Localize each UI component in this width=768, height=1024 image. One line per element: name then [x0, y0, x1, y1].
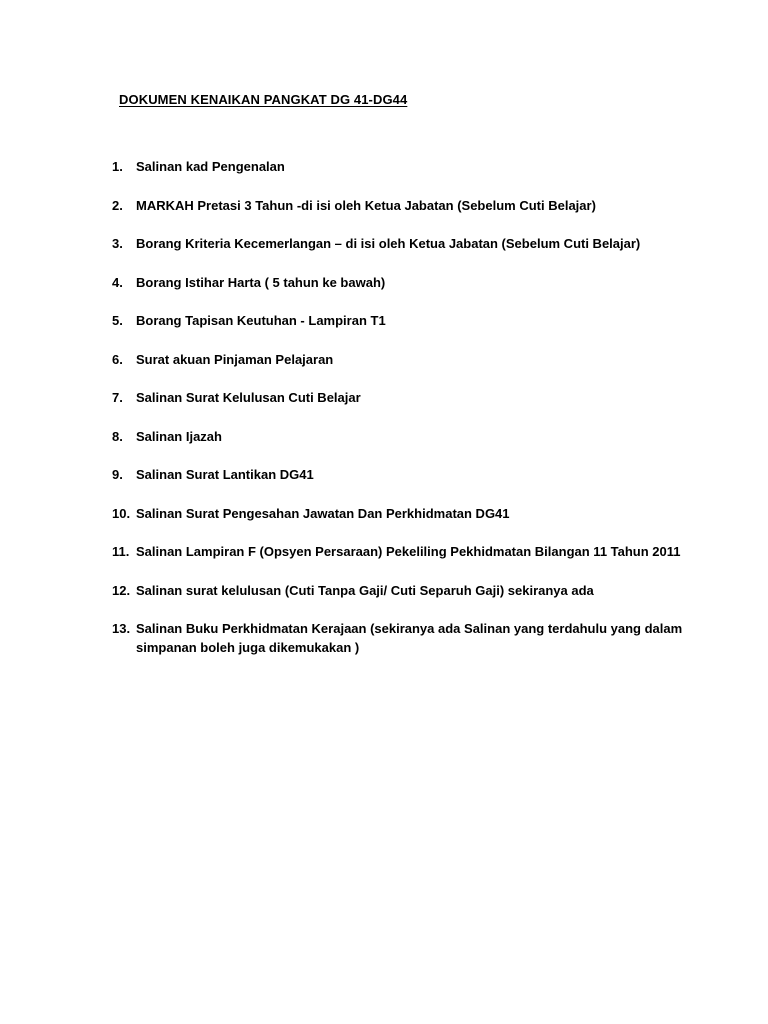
- document-list: [112, 157, 732, 677]
- list-item: [112, 542, 732, 561]
- list-item-text: Salinan Lampiran F (Opsyen Persaraan) Pekeliling Pekhidmatan Bilangan 11 Tahun 2011: [136, 544, 681, 559]
- list-item-text: Surat akuan Pinjaman Pelajaran: [136, 351, 334, 367]
- document-title: DOKUMEN KENAIKAN PANGKAT DG 41-DG44: [119, 92, 408, 107]
- list-item-text: Salinan Surat Kelulusan Cuti Belajar: [136, 390, 361, 405]
- list-item-number: 11.: [112, 544, 130, 559]
- list-item-number: 9.: [112, 467, 123, 482]
- list-item-number: 12.: [112, 582, 131, 598]
- list-item-number: 6.: [112, 351, 123, 367]
- list-item: [112, 504, 732, 523]
- list-item-text: Salinan kad Pengenalan: [136, 159, 285, 174]
- list-item-text: Salinan Surat Lantikan DG41: [136, 467, 314, 482]
- list-item: [112, 234, 732, 253]
- list-item: [112, 581, 732, 600]
- list-item-number: 2.: [112, 197, 123, 213]
- list-item: [112, 350, 732, 369]
- list-item-text: Borang Istihar Harta ( 5 tahun ke bawah): [136, 274, 386, 290]
- list-item-text: MARKAH Pretasi 3 Tahun -di isi oleh Ketua Jabatan (Sebelum Cuti Belajar): [136, 197, 596, 213]
- list-item: [112, 388, 732, 407]
- list-item-text: Salinan Ijazah: [136, 428, 222, 444]
- list-item-number: 7.: [112, 390, 123, 405]
- list-item: [112, 311, 732, 330]
- list-item: [112, 273, 732, 292]
- list-item-number: 10.: [112, 505, 131, 521]
- list-item-number: 13.: [112, 621, 131, 636]
- list-item-number: 4.: [112, 274, 123, 290]
- list-item-number: 1.: [112, 159, 123, 174]
- list-item-text: Borang Kriteria Kecemerlangan – di isi oleh Ketua Jabatan (Sebelum Cuti Belajar): [136, 236, 641, 251]
- list-item: [112, 157, 732, 176]
- list-item-number: 3.: [112, 236, 123, 251]
- list-item-number: 5.: [112, 313, 123, 328]
- list-item: [112, 427, 732, 446]
- list-item-number: 8.: [112, 428, 123, 444]
- list-item-text: Salinan Surat Pengesahan Jawatan Dan Perkhidmatan DG41: [136, 505, 510, 521]
- list-item: [112, 196, 732, 215]
- list-item-text: Salinan Buku Perkhidmatan Kerajaan (sekiranya ada Salinan yang terdahulu yang dalam simpanan boleh juga dikemukakan ): [136, 621, 683, 655]
- list-item-text: Borang Tapisan Keutuhan - Lampiran T1: [136, 313, 386, 328]
- list-item: [112, 465, 732, 484]
- list-item: [112, 619, 732, 657]
- list-item-text: Salinan surat kelulusan (Cuti Tanpa Gaji/ Cuti Separuh Gaji) sekiranya ada: [136, 582, 594, 598]
